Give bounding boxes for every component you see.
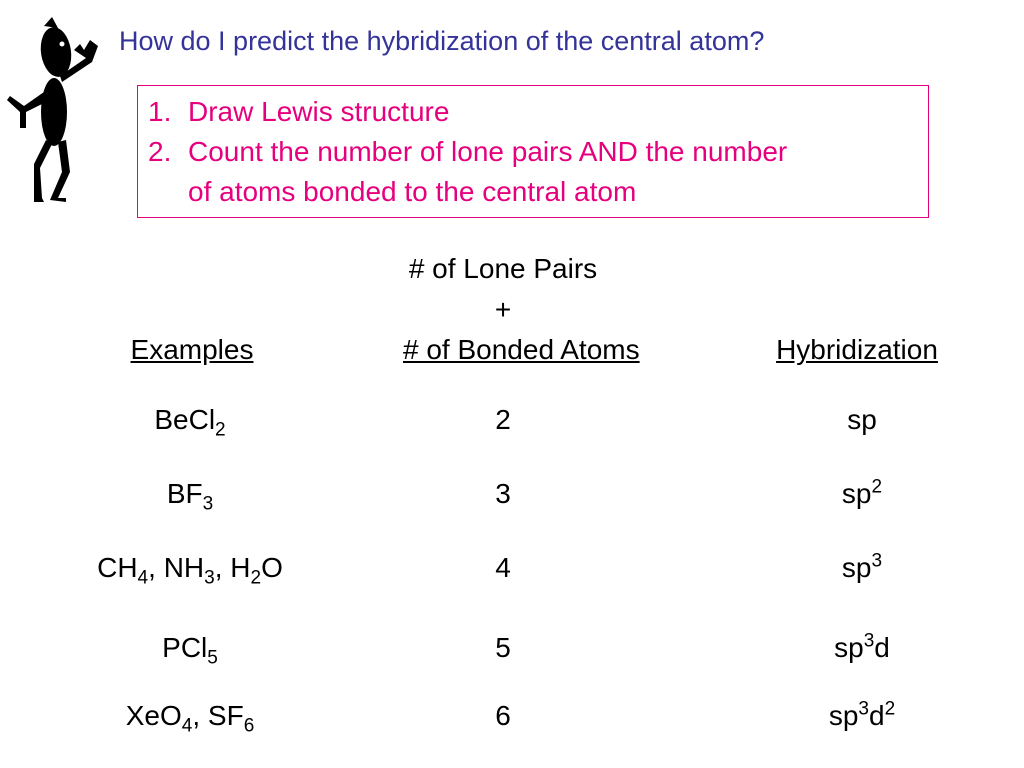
step-text: Draw Lewis structure	[188, 96, 450, 127]
electron-domain-count: 6	[495, 700, 511, 731]
hybridization-value: $sp^2$	[841, 476, 883, 509]
electron-domain-count: 3	[495, 478, 511, 509]
electron-domain-count: 5	[495, 632, 511, 663]
electron-domain-count: 4	[495, 552, 511, 583]
electron-domain-count: 2	[495, 404, 511, 435]
hybridization-value: sp	[847, 404, 877, 435]
step-item	[148, 96, 449, 128]
header-plus: +	[494, 294, 512, 325]
example-formula: XeO$_4$, $SF_6$	[125, 700, 255, 737]
header-hybridization: Hybridization	[776, 334, 938, 365]
hybridization-value: $sp^3d$	[834, 630, 890, 663]
step-text-continuation: of atoms bonded to the central atom	[188, 176, 637, 207]
steps-box	[137, 85, 929, 218]
step-number: 1.	[148, 96, 172, 127]
header-bonded-atoms: # of Bonded Atoms	[403, 334, 640, 365]
header-lone-pairs: # of Lone Pairs	[408, 253, 598, 284]
example-formula: PCl$_5$	[162, 632, 218, 669]
example-formula: BeCl$_2$	[154, 404, 226, 441]
thinking-stick-figure-icon	[4, 12, 110, 204]
step-item	[148, 136, 787, 168]
hybridization-value: $sp^3$	[841, 550, 883, 583]
step-number: 2.	[148, 136, 172, 167]
step-text: Count the number of lone pairs AND the number	[188, 136, 788, 167]
example-formula: $BF_3$	[166, 478, 214, 515]
page-title: How do I predict the hybridization of the central atom?	[119, 26, 765, 56]
header-examples: Examples	[130, 334, 254, 365]
hybridization-value: $sp^3d^2$	[828, 698, 896, 731]
example-formula: $CH_4$, $NH_3$, $H_2O$	[97, 552, 283, 589]
